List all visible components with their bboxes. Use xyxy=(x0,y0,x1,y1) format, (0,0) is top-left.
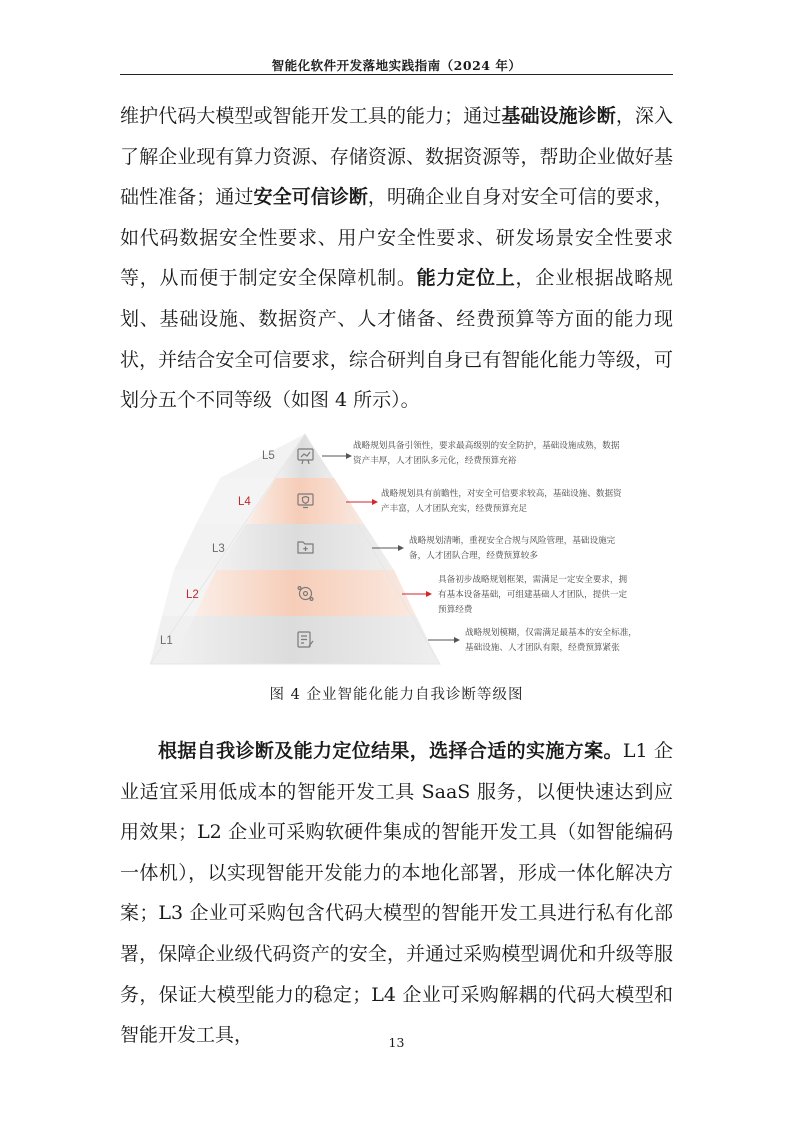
level-label-l1: L1 xyxy=(160,635,173,647)
level-label-l2: L2 xyxy=(186,589,199,601)
running-header: 智能化软件开发落地实践指南（2024 年） xyxy=(271,58,522,73)
desc-line: 战略规划模糊，仅需满足最基本的安全标准， xyxy=(465,628,637,638)
level-description-l4 xyxy=(381,487,624,514)
level-label-l5: L5 xyxy=(262,450,275,462)
arrow-l1 xyxy=(428,637,460,643)
text-run: ，深入了解企业现有算力资源、存储资源、数据资源等，帮助企业做好基础性准备；通过 xyxy=(120,105,673,209)
level-description-l3 xyxy=(409,534,618,561)
level-description-l1 xyxy=(465,626,640,653)
level-label-l4: L4 xyxy=(238,496,251,508)
arrow-l2 xyxy=(402,591,432,597)
level-description-l2 xyxy=(438,573,630,615)
desc-line: 预算经费 xyxy=(438,605,473,615)
bold-term-security-diagnosis: 安全可信诊断 xyxy=(253,186,368,209)
desc-line: 产丰富，人才团队充实，经费预算充足 xyxy=(381,504,528,514)
desc-line: 战略规划具有前瞻性，对安全可信要求较高，基础设施、数据资 xyxy=(381,489,622,499)
desc-line: 战略规划清晰，重视安全合规与风险管理，基础设施完 xyxy=(409,536,616,546)
bold-term-capability-positioning: 能力定位上 xyxy=(416,267,516,290)
page-number: 13 xyxy=(388,1035,405,1050)
header-divider xyxy=(120,74,673,75)
text-run: 维护代码大模型或智能开发工具的能力；通过 xyxy=(120,105,502,127)
desc-line: 资产丰厚，人才团队多元化，经费预算充裕 xyxy=(353,456,517,466)
figure-caption: 图 4 企业智能化能力自我诊断等级图 xyxy=(269,687,524,703)
arrow-l5 xyxy=(322,453,352,459)
bold-lead-sentence: 根据自我诊断及能力定位结果，选择合适的实施方案。 xyxy=(158,740,623,762)
body-paragraph-2 xyxy=(120,731,673,1056)
desc-line: 基础设施、人才团队有限，经费预算紧张 xyxy=(465,643,620,653)
desc-line: 战略规划具备引领性，要求最高级别的安全防护，基础设施成熟，数据 xyxy=(353,441,620,451)
desc-line: 备，人才团队合理，经费预算较多 xyxy=(409,551,538,561)
level-description-l5 xyxy=(353,439,622,466)
pyramid-band-l2 xyxy=(194,570,416,616)
desc-line: 有基本设备基础，可组建基础人才团队，提供一定 xyxy=(438,590,628,600)
body-paragraph-1 xyxy=(120,96,673,421)
level-label-l3: L3 xyxy=(212,543,225,555)
text-run: L1 企业适宜采用低成本的智能开发工具 SaaS 服务，以便快速达到应用效果；L2 企业可采购软硬件集成的智能开发工具（如智能编码一体机），以实现智能开发能力的本地化部署，形成一体化解决方案；L3 企业可采购包含代码大模型的智能开发工具进行私有化部署，保障企业级代码资产的安全，并通过采购模型调优和升级等服务，保证大模型能力的稳定；L4 企业可采购解耦的代码大模型和智能开发工具， xyxy=(120,740,673,1047)
capability-pyramid-figure xyxy=(150,432,670,672)
text-run: ，企业根据战略规划、基础设施、数据资产、人才储备、经费预算等方面的能力现状，并结合安全可信要求，综合研判自身已有智能化能力等级，可划分五个不同等级（如图 4 所示）。 xyxy=(120,267,673,412)
desc-line: 具备初步战略规划框架，需满足一定安全要求，拥 xyxy=(438,575,628,585)
text-run: ，明确企业自身对安全可信的要求，如代码数据安全性要求、用户安全性要求、研发场景安全性要求等，从而便于制定安全保障机制。 xyxy=(120,186,673,290)
bold-term-infrastructure-diagnosis: 基础设施诊断 xyxy=(501,105,616,127)
